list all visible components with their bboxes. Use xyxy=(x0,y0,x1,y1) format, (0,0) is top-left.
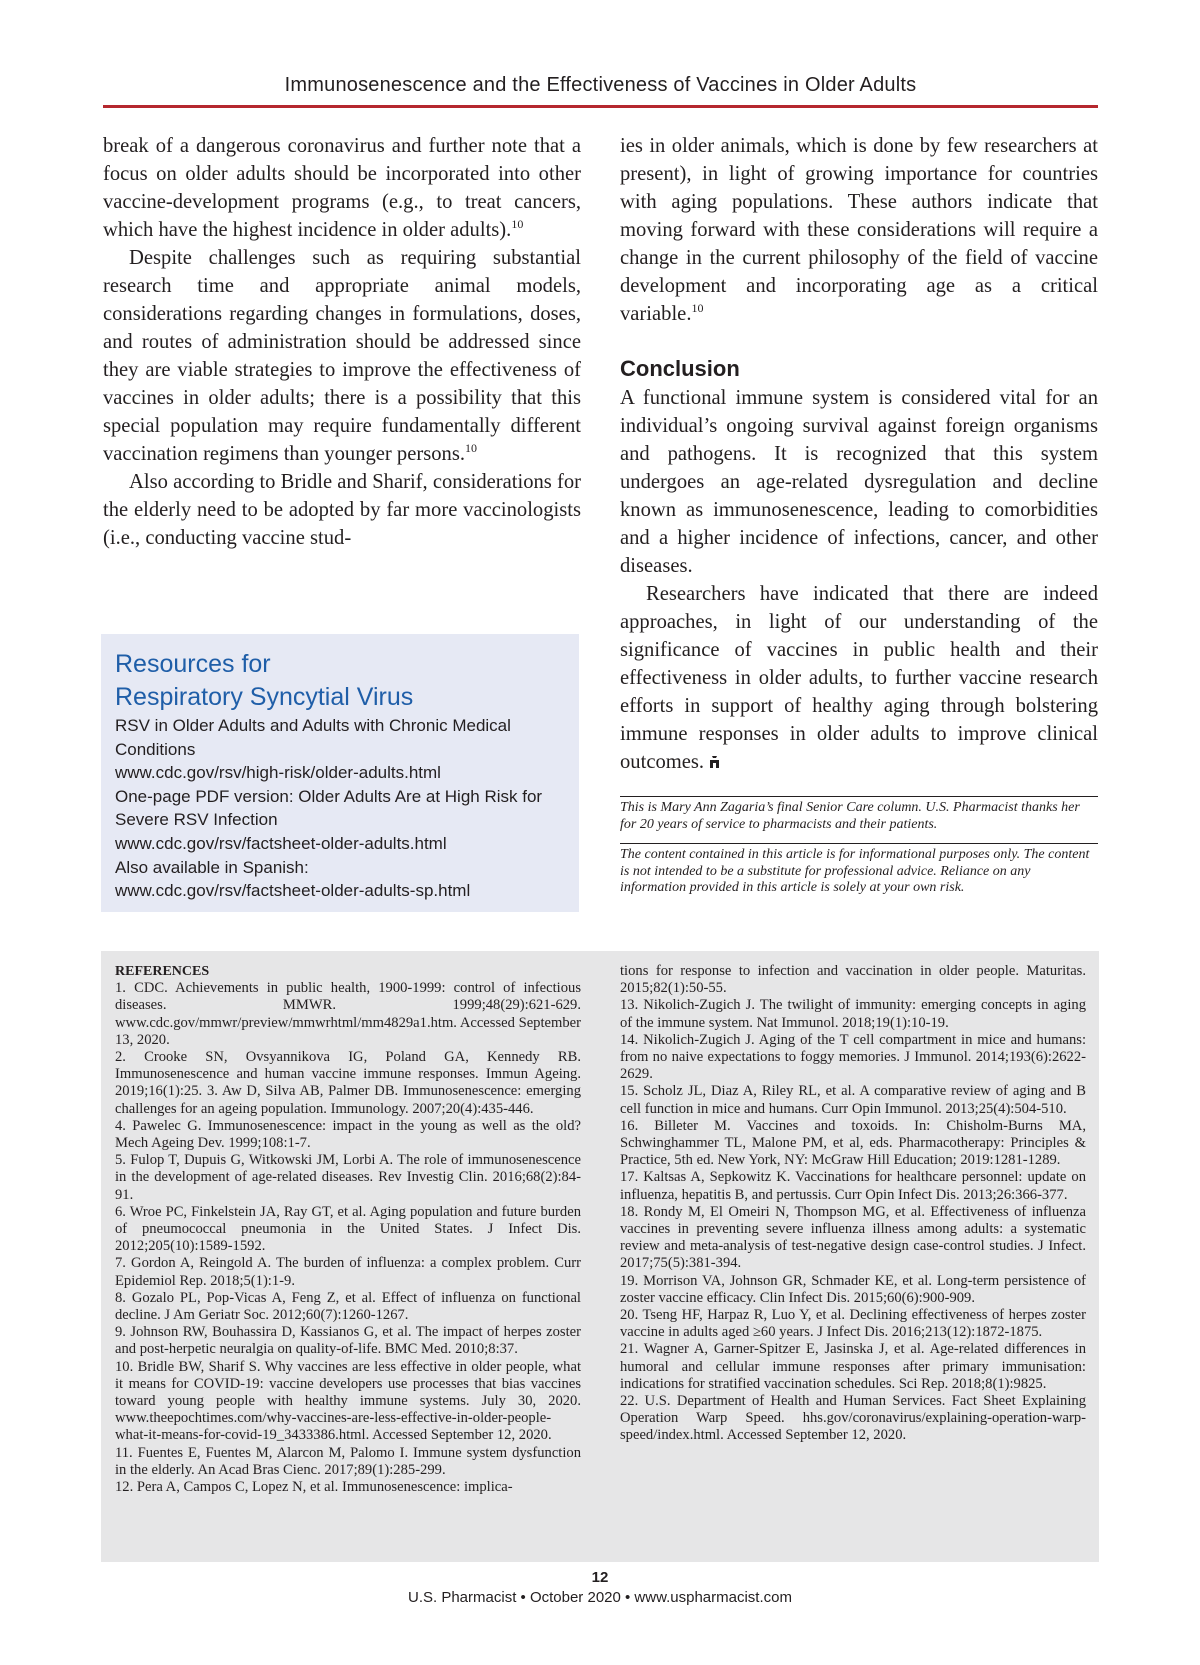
resource-line: One-page PDF version: Older Adults Are at High Risk for xyxy=(115,786,543,806)
resource-link[interactable]: www.cdc.gov/rsv/high-risk/older-adults.html xyxy=(115,763,441,783)
reference-entry: 4. Pawelec G. Immunosenescence: impact in the young as well as the old? Mech Ageing Dev. 1999;108:1-7. xyxy=(115,1117,581,1152)
reference-entry: 18. Rondy M, El Omeiri N, Thompson MG, et al. Effectiveness of influenza vaccines in preventing severe influenza illness among adults: a systematic review and meta-analysis of test-negative design case-control studies. J Infect. 2017;75(5):381-394. xyxy=(620,1203,1086,1272)
references-box xyxy=(101,951,1099,1562)
reference-entry: 9. Johnson RW, Bouhassira D, Kassianos G, et al. The impact of herpes zoster and post-herpetic neuralgia on quality-of-life. BMC Med. 2010;8:37. xyxy=(115,1324,581,1358)
resources-title xyxy=(115,648,575,714)
references-left-column xyxy=(115,963,581,1496)
reference-entry: 13. Nikolich-Zugich J. The twilight of immunity: emerging concepts in aging of the immune system. Nat Immunol. 2018;19(1):10-19. xyxy=(620,997,1086,1031)
references-heading: REFERENCES xyxy=(115,964,210,979)
conclusion-paragraph-2-text: Researchers have indicated that there are indeed approaches, in light of our understanding of the significance of vaccines in public health and their effectiveness in older adults, to further vaccine research efforts in support of healthy aging through bolstering immune responses in older adults to improve clinical outcomes. xyxy=(620,583,1098,773)
resource-line: Also available in Spanish: xyxy=(115,857,309,877)
citation-10: 10 xyxy=(465,441,477,455)
citation-10: 10 xyxy=(511,217,524,231)
resources-title-line-1: Resources for xyxy=(115,650,271,678)
end-of-article-icon xyxy=(710,756,719,768)
reference-entry: 20. Tseng HF, Harpaz R, Luo Y, et al. Declining effectiveness of herpes zoster vaccine in adults aged ≥60 years. J Infect Dis. 2016;213(12):1872-1875. xyxy=(620,1307,1086,1341)
left-column xyxy=(103,132,581,552)
resources-sidebar-box xyxy=(101,634,579,912)
running-title: Immunosenescence and the Effectiveness of Vaccines in Older Adults xyxy=(284,74,917,96)
resources-title-line-2: Respiratory Syncytial Virus xyxy=(115,683,414,711)
resource-line: Severe RSV Infection xyxy=(115,810,278,830)
resource-line: Conditions xyxy=(115,739,196,759)
reference-entry: 10. Bridle BW, Sharif S. Why vaccines are less effective in older people, what it means for COVID-19: vaccine developers use processes that bias vaccines toward young people with healthy immune systems. July 30, 2020. www.theepochtimes.com/why-vaccines-are-less-effective-in-older-people-what-it-means-for-covid-19_3433386.html. Accessed September 12, 2020. xyxy=(115,1358,581,1444)
conclusion-paragraph-2 xyxy=(620,580,1098,776)
resource-line: RSV in Older Adults and Adults with Chronic Medical xyxy=(115,716,511,735)
reference-entry: 1. CDC. Achievements in public health, 1900-1999: control of infectious diseases. MMWR. 1999;48(29):621-629. www.cdc.gov/mmwr/preview/mmwrhtml/mm4829a1.htm. Accessed September 13, 2020. xyxy=(115,980,581,1048)
right-paragraph-1 xyxy=(620,132,1098,328)
reference-entry: 22. U.S. Department of Health and Human Services. Fact Sheet Explaining Operation Warp Speed. hhs.gov/coronavirus/explaining-operation-warp-speed/index.html. Accessed September 12, 2020. xyxy=(620,1393,1086,1444)
reference-entry: 21. Wagner A, Garner-Spitzer E, Jasinska J, et al. Age-related differences in humoral and cellular immune responses after primary immunisation: indications for stratified vaccination schedules. Sci Rep. 2018;8(1):9825. xyxy=(620,1341,1086,1392)
disclaimer-note: The content contained in this article is for informational purposes only. The content is not intended to be a substitute for professional advice. Reliance on any information provided in this article is solely at your own risk. xyxy=(620,847,1090,896)
note-rule-1 xyxy=(620,796,1098,797)
right-column xyxy=(620,132,1098,776)
reference-entry: 7. Gordon A, Reingold A. The burden of influenza: a complex problem. Curr Epidemiol Rep. 2018;5(1):1-9. xyxy=(115,1255,581,1289)
left-paragraph-1 xyxy=(103,132,581,244)
resource-link[interactable]: www.cdc.gov/rsv/factsheet-older-adults.html xyxy=(115,833,447,853)
reference-entry: 17. Kaltsas A, Sepkowitz K. Vaccinations for healthcare personnel: update on influenza, hepatitis B, and pertussis. Curr Opin Infect Dis. 2013;26:366-377. xyxy=(620,1169,1086,1203)
conclusion-heading: Conclusion xyxy=(620,356,740,381)
left-paragraph-2-text: Despite challenges such as requiring substantial research time and appropriate animal models, considerations regarding changes in formulations, doses, and routes of administration should be addressed since they are viable strategies to improve the effectiveness of vaccines in older adults; there is a possibility that this special population may require fundamentally different vaccination regimens than younger persons. xyxy=(103,247,581,465)
left-paragraph-3: Also according to Bridle and Sharif, considerations for the elderly need to be adopted by far more vaccinologists (i.e., conducting vaccine stud- xyxy=(103,471,581,549)
page-number: 12 xyxy=(591,1569,609,1586)
reference-entry: 14. Nikolich-Zugich J. Aging of the T cell compartment in mice and humans: from no naive expectations to foggy memories. J Immunol. 2014;193(6):2622-2629. xyxy=(620,1031,1086,1083)
reference-entry: 11. Fuentes E, Fuentes M, Alarcon M, Palomo I. Immune system dysfunction in the elderly. An Acad Bras Cienc. 2017;89(1):285-299. xyxy=(115,1444,581,1478)
left-paragraph-1-text: break of a dangerous coronavirus and further note that a focus on older adults should be incorporated into other vaccine-development programs (e.g., to treat cancers, which have the highest incidence in older adults). xyxy=(103,135,581,241)
citation-10: 10 xyxy=(691,301,704,315)
reference-entry: 19. Morrison VA, Johnson GR, Schmader KE, et al. Long-term persistence of zoster vaccine efficacy. Clin Infect Dis. 2015;60(6):900-909. xyxy=(620,1272,1086,1306)
reference-entry: 6. Wroe PC, Finkelstein JA, Ray GT, et al. Aging population and future burden of pneumococcal pneumonia in the United States. J Infect Dis. 2012;205(10):1589-1592. xyxy=(115,1203,581,1255)
reference-entry: tions for response to infection and vaccination in older people. Maturitas. 2015;82(1):50-55. xyxy=(620,963,1086,997)
reference-entry: 15. Scholz JL, Diaz A, Riley RL, et al. A comparative review of aging and B cell function in mice and humans. Curr Opin Immunol. 2013;25(4):504-510. xyxy=(620,1083,1086,1117)
header-rule xyxy=(103,105,1098,108)
footer-publication: U.S. Pharmacist • October 2020 • www.uspharmacist.com xyxy=(408,1589,792,1606)
note-rule-2 xyxy=(620,843,1098,844)
final-column-note: This is Mary Ann Zagaria’s final Senior Care column. U.S. Pharmacist thanks her for 20 years of service to pharmacists and their patients. xyxy=(620,800,1080,832)
reference-entry: 5. Fulop T, Dupuis G, Witkowski JM, Lorbi A. The role of immunosenescence in the development of age-related diseases. Rev Investig Clin. 2016;68(2):84-91. xyxy=(115,1152,581,1203)
resources-list xyxy=(115,714,575,903)
right-paragraph-1-text: ies in older animals, which is done by few researchers at present), in light of growing importance for countries with aging populations. These authors indicate that moving forward with these considerations will require a change in the current philosophy of the field of vaccine development and incorporating age as a critical variable. xyxy=(620,135,1098,325)
reference-entry: 2. Crooke SN, Ovsyannikova IG, Poland GA, Kennedy RB. Immunosenescence and human vaccine immune responses. Immun Ageing. 2019;16(1):25. 3. Aw D, Silva AB, Palmer DB. Immunosenescence: emerging challenges for an ageing population. Immunology. 2007;20(4):435-446. xyxy=(115,1049,581,1117)
left-paragraph-2 xyxy=(103,244,581,468)
resource-link[interactable]: www.cdc.gov/rsv/factsheet-older-adults-sp.html xyxy=(115,881,471,901)
reference-entry: 12. Pera A, Campos C, Lopez N, et al. Immunosenescence: implica- xyxy=(115,1479,513,1496)
reference-entry: 16. Billeter M. Vaccines and toxoids. In: Chisholm-Burns MA, Schwinghammer TL, Malone PM, et al, eds. Pharmacotherapy: Principles & Practice, 5th ed. New York, NY: McGraw Hill Education; 2019:1281-1289. xyxy=(620,1117,1086,1169)
references-right-column xyxy=(620,963,1086,1445)
reference-entry: 8. Gozalo PL, Pop-Vicas A, Feng Z, et al. Effect of influenza on functional decline. J Am Geriatr Soc. 2012;60(7):1260-1267. xyxy=(115,1289,581,1324)
conclusion-paragraph-1: A functional immune system is considered vital for an individual’s ongoing survival against foreign organisms and pathogens. It is recognized that this system undergoes an age-related dysregulation and decline known as immunosenescence, leading to comorbidities and a higher incidence of infections, cancer, and other diseases. xyxy=(620,387,1098,577)
